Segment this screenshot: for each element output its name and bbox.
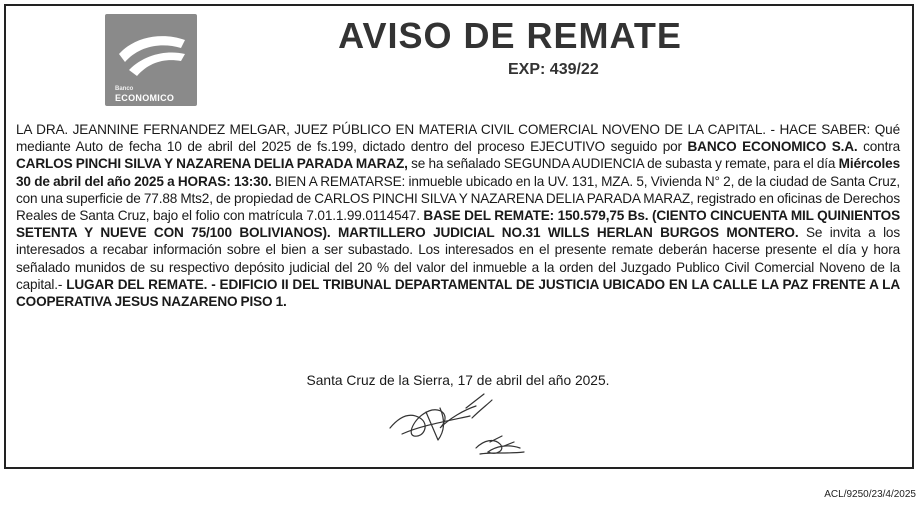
body-text-3: se ha señalado SEGUNDA AUDIENCIA de subasta y remate, para el día xyxy=(407,156,839,172)
logo-small-text: Banco xyxy=(115,86,134,92)
body-text-2: contra xyxy=(857,139,900,155)
notice-body xyxy=(16,121,900,310)
body-bold-2: CARLOS PINCHI SILVA Y NAZARENA DELIA PARADA MARAZ, xyxy=(16,156,408,172)
place-date-line: Santa Cruz de la Sierra, 17 de abril del año 2025. xyxy=(306,373,610,388)
signature-icon xyxy=(380,388,540,468)
case-number: EXP: 439/22 xyxy=(508,61,599,78)
body-bold-4: BASE DEL REMATE: 150.579,75 Bs. (CIENTO CINCUENTA MIL QUINIENTOS SETENTA Y NUEVE CON 75/100 BOLIVIANOS). MARTILLERO JUDICIAL NO.31 WILLS HERLAN BURGOS MONTERO. xyxy=(16,208,900,241)
body-text-4: BIEN A REMATARSE: inmueble ubicado en la UV. 131, MZA. 5, Vivienda N° 2, de la ciudad de Santa Cruz, con una superficie de 77.88 Mts2, de propiedad de CARLOS PINCHI SILVA Y NAZARENA DELIA PARADA MARAZ, registrado en oficinas de Derechos Reales de Santa Cruz, bajo el folio con matrícula 7.01.1.99.0114547. xyxy=(16,173,900,224)
body-bold-5: LUGAR DEL REMATE. - EDIFICIO II DEL TRIBUNAL DEPARTAMENTAL DE JUSTICIA UBICADO EN LA CALLE LA PAZ FRENTE A LA COOPERATIVA JESUS NAZARENO PISO 1. xyxy=(16,276,901,310)
logo-brand-text: ECONOMICO xyxy=(115,93,175,103)
publication-reference: ACL/9250/23/4/2025 xyxy=(824,489,916,500)
body-text-5: Se invita a los interesados a recabar información sobre el bien a ser subastado. Los interesados en el presente remate deberán hacerse presente el día y hora señalado munidos de su respectivo depósito judicial del 20 % del valor del inmueble a la orden del Juzgado Publico Civil Comercial Noveno de la capital.- xyxy=(16,225,900,292)
notice-title: AVISO DE REMATE xyxy=(338,15,682,56)
body-text-1: LA DRA. JEANNINE FERNANDEZ MELGAR, JUEZ PÚBLICO EN MATERIA CIVIL COMERCIAL NOVENO DE LA CAPITAL. - HACE SABER: Qué mediante Auto de fecha 10 de abril del 2025 de fs.199, dictado dentro del proceso EJECUTIVO seguido por xyxy=(16,122,900,155)
body-bold-1: BANCO ECONOMICO S.A. xyxy=(687,139,858,155)
bank-logo xyxy=(105,14,197,106)
body-bold-3: Miércoles 30 de abril del año 2025 a HORAS: 13:30. xyxy=(16,156,901,189)
